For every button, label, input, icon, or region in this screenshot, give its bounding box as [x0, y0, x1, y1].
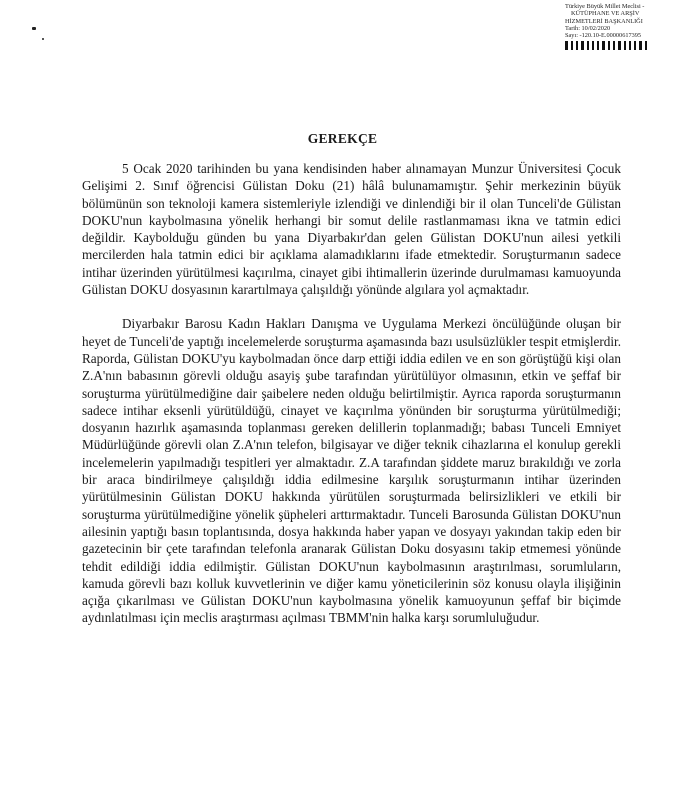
- scan-speck: [42, 38, 44, 40]
- paragraph-2: Diyarbakır Barosu Kadın Hakları Danışma ve Uygulama Merkezi öncülüğünde oluşan bir heyet de Tunceli'de yaptığı incelemelerde soruşturma aşamasında bazı usulsüzlükler tespit etmişlerdir. Raporda, Gülistan DOKU'yu kaybolmadan önce darp ettiği iddia edilen ve en son görüştüğü kişi olan Z.A'nın babasının görevli olduğu asayiş şube tarafından yürütülüyor olmasının, etkin ve şeffaf bir soruşturma yürütülmediğine dair şaibelere neden olduğu belirtilmiştir. Ayrıca raporda soruşturmanın sadece intihar eksenli yürütüldüğü, cinayet ve kaçırılma yönünden bir soruşturma yürütülmediği; dosyanın hazırlık aşamasında toplanması gereken delillerin toplanmadığı; babası Tunceli Emniyet Müdürlüğünde görevli olan Z.A'nın telefon, bilgisayar ve diğer teknik cihazlarına el konulup gerekli incelemelerin yapılmadığı tespitleri yer almaktadır. Z.A tarafından şiddete maruz bırakıldığı ve zorla bir araca bindirilmeye çalışıldığı iddia edilmesine karşılık soruşturmanın intihar üzerinden yürütülmesinin Gülistan DOKU hakkında yürütülen soruşturmada belirsizlikleri ve etkili bir soruşturma yürütülmediğine yönelik şüpheleri arttırmaktadır. Tunceli Barosunda Gülistan DOKU'nun ailesinin yaptığı basın toplantısında, dosya hakkında haber yapan ve dosyayı yakından takip eden bir gazetecinin bir çete tarafından telefonla aranarak Gülistan Doku dosyasını takip etmemesi yönünde tehdit edildiği iddia edilmiştir. Gülistan DOKU'nun kaybolmasının araştırılması, sorumluların, kamuda görevli bazı kolluk kuvvetlerinin ve diğer kamu yöneticilerinin söz konusu olayla ilişiğinin açığa çıkarılması ve Gülistan DOKU'nun kaybolmasına yönelik kamuoyunun şeffaf bir biçimde aydınlatılması için meclis araştırması açılması TBMM'nin halka karşı sorumluluğudur.: [82, 316, 621, 626]
- archive-stamp: [565, 3, 683, 50]
- paragraph-1: 5 Ocak 2020 tarihinden bu yana kendisinden haber alınamayan Munzur Üniversitesi Çocuk Gelişimi 2. Sınıf öğrencisi Gülistan Doku (21) hâlâ bulunamamıştır. Şehir merkezinin büyük bölümünün son teknoloji kamera sistemleriyle izlendiği ve dinlendiği bir il olan Tunceli'de Gülistan DOKU'nun kaybolmasına yönelik herhangi bir somut delile rastlanmaması ikna ve tatmin edici değildir. Kaybolduğu günden bu yana Diyarbakır'dan gelen Gülistan DOKU'nun ailesi yetkili mercilerden hala tatmin edici bir açıklama alamadıklarını ifade etmektedir. Soruşturmanın sadece intihar üzerinden yürütülmesi kaçırılma, cinayet gibi ihtimallerin üzerinde durulmaması kamuoyunda Gülistan DOKU dosyasının karartılmaya çalışıldığı yönünde algılara yol açmaktadır.: [82, 161, 621, 298]
- document-title: GEREKÇE: [307, 131, 378, 146]
- stamp-date: Tarih: 10/02/2020: [565, 24, 611, 32]
- stamp-number: Sayı: -120.10-E.00000617395: [565, 32, 642, 40]
- stamp-line-2: KÜTÜPHANE VE ARŞİV: [571, 10, 640, 18]
- document-body: [82, 160, 621, 644]
- stamp-line-3: HİZMETLERİ BAŞKANLIĞI: [565, 17, 643, 25]
- stamp-line-1: Türkiye Büyük Millet Meclisi -: [565, 3, 645, 10]
- scan-speck: [32, 27, 36, 30]
- barcode: [565, 41, 683, 50]
